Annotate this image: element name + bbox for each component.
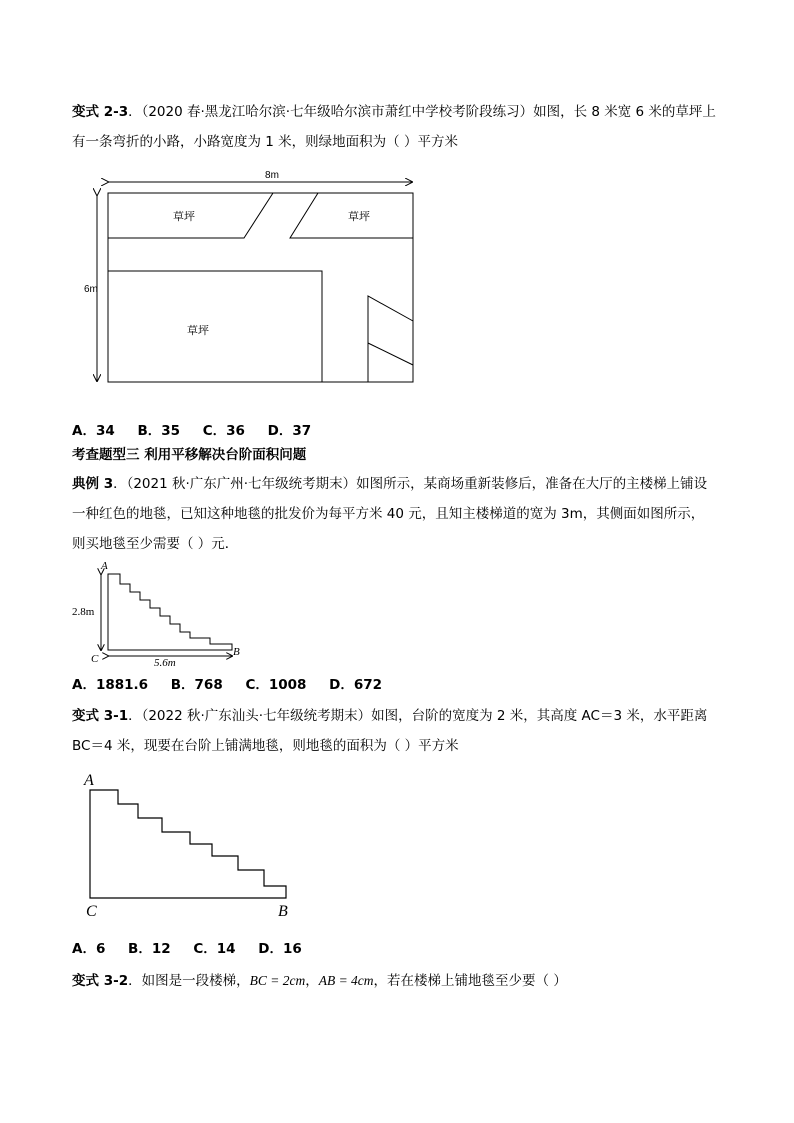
section-title: 考查题型三 利用平移解决台阶面积问题 [72,447,307,463]
option-c[interactable]: C．14 [193,941,236,957]
option-d[interactable]: D．37 [267,423,312,439]
path-edge [368,343,413,365]
q31-text-1: ．（2022 秋·广东汕头·七年级统考期末）如图，台阶的宽度为 2 米，其高度 AC＝3 米，水平距离 [128,708,708,724]
point-a-label: A [84,772,94,789]
q23-line1 [72,103,716,121]
width-label: 8m [265,170,279,181]
lawn-label: 草坪 [173,211,195,223]
option-d[interactable]: D．672 [329,677,383,693]
path-edge [108,271,322,382]
q23-options [72,422,329,440]
stairs-outline [90,790,286,898]
point-a-label: A [101,560,108,572]
q32-line1 [72,972,567,990]
stairs-figure-1 [68,558,258,670]
option-b[interactable]: B．35 [137,423,181,439]
lawn-label: 草坪 [187,325,209,337]
point-b-label: B [278,903,288,920]
q32-text-post: ，若在楼梯上铺地毯至少要（ ） [373,973,567,989]
q32-ab-expr: AB = 4cm [318,973,374,988]
q31-line2: BC＝4 米，现要在台阶上铺满地毯，则地毯的面积为（ ）平方米 [72,738,459,754]
ex3-text-1: ．（2021 秋·广东广州·七年级统考期末）如图所示，某商场重新装修后，准备在大厅的主楼梯上铺设 [113,476,708,492]
q31-line1 [72,707,707,725]
option-c[interactable]: C．1008 [245,677,307,693]
ex3-label: 典例 3 [72,476,114,492]
q32-sep: ， [305,973,319,989]
q32-label: 变式 3-2 [72,973,129,989]
point-b-label: B [233,646,240,658]
q31-options [72,940,320,958]
ex3-options [72,676,400,694]
q31-label: 变式 3-1 [72,708,129,724]
point-c-label: C [86,903,97,920]
option-c[interactable]: C．36 [202,423,245,439]
option-a[interactable]: A．6 [72,941,106,957]
base-label: 5.6m [154,657,176,669]
path-edge [368,296,413,382]
lawn-figure [80,168,425,390]
ex3-line2: 一种红色的地毯，已知这种地毯的批发价为每平方米 40 元，且知主楼梯道的宽为 3m，其侧面如图所示， [72,506,705,522]
stairs-figure-2 [78,768,303,923]
option-a[interactable]: A．34 [72,423,115,439]
option-a[interactable]: A．1881.6 [72,677,149,693]
option-d[interactable]: D．16 [258,941,302,957]
q32-text-pre: ．如图是一段楼梯， [128,973,250,989]
lawn-label: 草坪 [348,211,370,223]
height-label: 6m [84,284,98,295]
stairs-outline [108,574,232,650]
height-label: 2.8m [72,606,95,618]
ex3-line3: 则买地毯至少需要（ ）元． [72,536,239,552]
q23-label: 变式 2-3 [72,104,129,120]
ex3-line1 [72,475,707,493]
q23-text-1: ．（2020 春·黑龙江哈尔滨·七年级哈尔滨市萧红中学校考阶段练习）如图，长 8 米宽 6 米的草坪上 [128,104,716,120]
q23-line2: 有一条弯折的小路，小路宽度为 1 米，则绿地面积为（ ）平方米 [72,134,458,150]
q32-bc-expr: BC = 2cm [249,973,306,988]
option-b[interactable]: B．12 [128,941,171,957]
option-b[interactable]: B．768 [170,677,223,693]
point-c-label: C [91,653,99,665]
